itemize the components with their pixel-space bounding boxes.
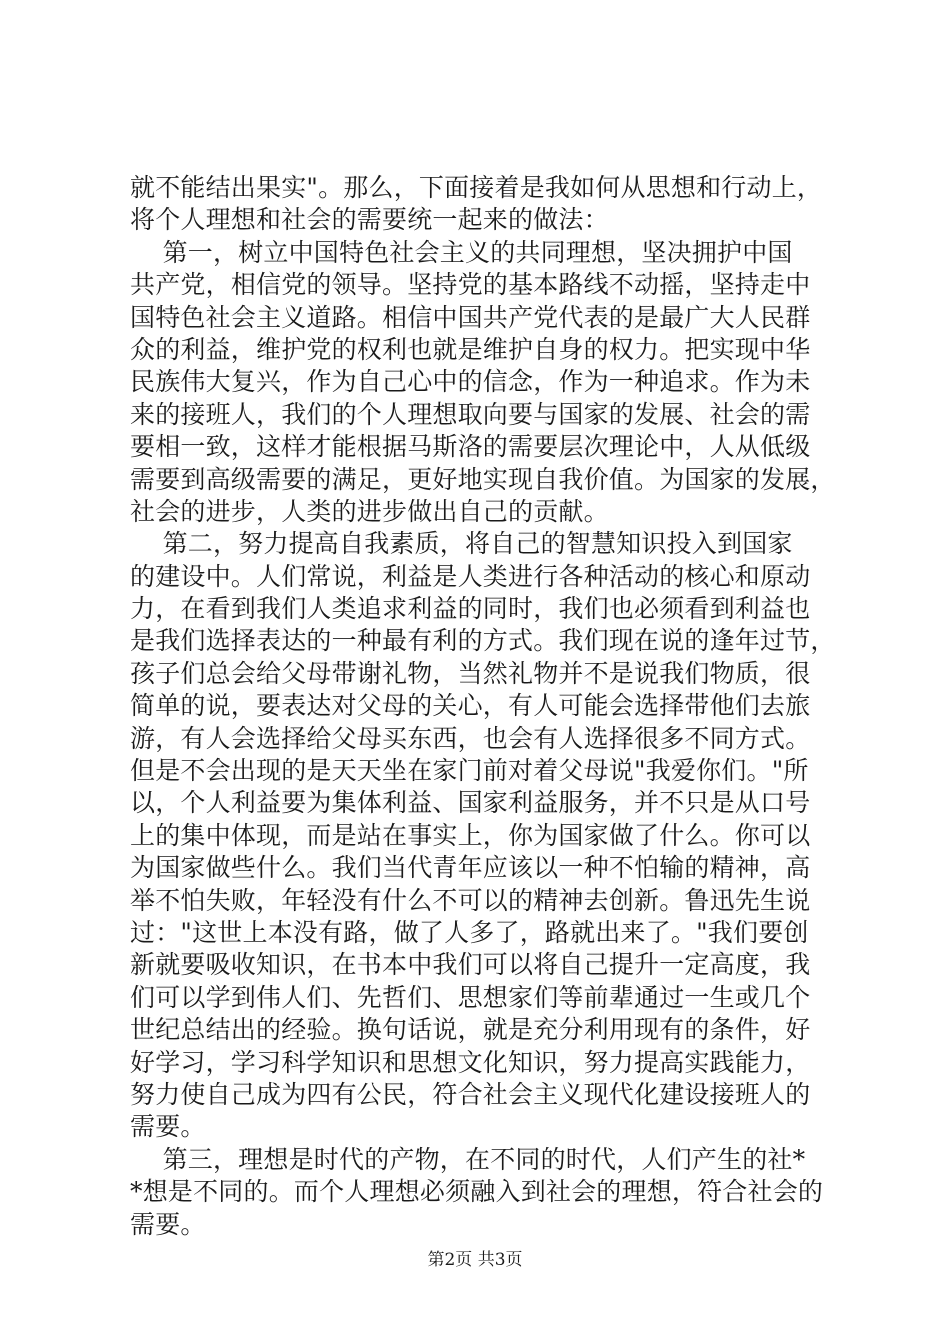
text-line: 过："这世上本没有路，做了人多了，路就出来了。"我们要创 (130, 917, 809, 947)
text-line: 众的利益，维护党的权利也就是维护自身的权力。把实现中华 (130, 334, 811, 364)
text-line: 以，个人利益要为集体利益、国家利益服务，并不只是从口号 (130, 788, 811, 818)
text-line: 游，有人会选择给父母买东西，也会有人选择很多不同方式。 (130, 723, 811, 753)
text-line: 世纪总结出的经验。换句话说，就是充分利用现有的条件，好 (130, 1015, 811, 1045)
text-line: 好学习，学习科学知识和思想文化知识，努力提高实践能力， (130, 1047, 811, 1077)
text-line: 第一，树立中国特色社会主义的共同理想，坚决拥护中国 (130, 237, 793, 267)
text-line: 的建设中。人们常说，利益是人类进行各种活动的核心和原动 (130, 561, 811, 591)
text-line: 第二，努力提高自我素质，将自己的智慧知识投入到国家 (130, 529, 793, 559)
page-number-footer: 第2页 共3页 (427, 1250, 523, 1270)
text-line: 努力使自己成为四有公民，符合社会主义现代化建设接班人的 (130, 1079, 811, 1109)
text-line: 举不怕失败，年轻没有什么不可以的精神去创新。鲁迅先生说 (130, 885, 811, 915)
text-line: 为国家做些什么。我们当代青年应该以一种不怕输的精神，高 (130, 853, 811, 883)
text-line: 民族伟大复兴，作为自己心中的信念，作为一种追求。作为未 (130, 367, 811, 397)
text-line: 就不能结出果实"。那么，下面接着是我如何从思想和行动上， (130, 173, 823, 202)
text-line: 共产党，相信党的领导。坚持党的基本路线不动摇，坚持走中 (130, 270, 811, 300)
body-text (130, 172, 840, 1241)
text-line: 但是不会出现的是天天坐在家门前对着父母说"我爱你们。"所 (130, 756, 809, 786)
text-line: 将个人理想和社会的需要统一起来的做法： (130, 205, 609, 235)
text-line: 们可以学到伟人们、先哲们、思想家们等前辈通过一生或几个 (130, 982, 811, 1012)
text-line: 第三，理想是时代的产物，在不同的时代，人们产生的社* (130, 1144, 806, 1174)
text-line: 要相一致，这样才能根据马斯洛的需要层次理论中，人从低级 (130, 432, 811, 462)
text-line: 社会的进步，人类的进步做出自己的贡献。 (130, 496, 609, 526)
text-line: 上的集中体现，而是站在事实上，你为国家做了什么。你可以 (130, 820, 811, 850)
text-line: *想是不同的。而个人理想必须融入到社会的理想，符合社会的 (130, 1177, 824, 1207)
text-line: 需要。 (130, 1209, 206, 1239)
text-line: 新就要吸收知识，在书本中我们可以将自己提升一定高度，我 (130, 950, 811, 980)
text-line: 国特色社会主义道路。相信中国共产党代表的是最广大人民群 (130, 302, 811, 332)
text-line: 需要。 (130, 1112, 206, 1142)
text-line: 需要到高级需要的满足，更好地实现自我价值。为国家的发展， (130, 464, 836, 494)
text-line: 力，在看到我们人类追求利益的同时，我们也必须看到利益也 (130, 594, 811, 624)
text-line: 孩子们总会给父母带谢礼物，当然礼物并不是说我们物质，很 (130, 658, 811, 688)
text-line: 来的接班人，我们的个人理想取向要与国家的发展、社会的需 (130, 399, 811, 429)
text-line: 是我们选择表达的一种最有利的方式。我们现在说的逢年过节， (130, 626, 836, 656)
text-line: 简单的说，要表达对父母的关心，有人可能会选择带他们去旅 (130, 691, 811, 721)
